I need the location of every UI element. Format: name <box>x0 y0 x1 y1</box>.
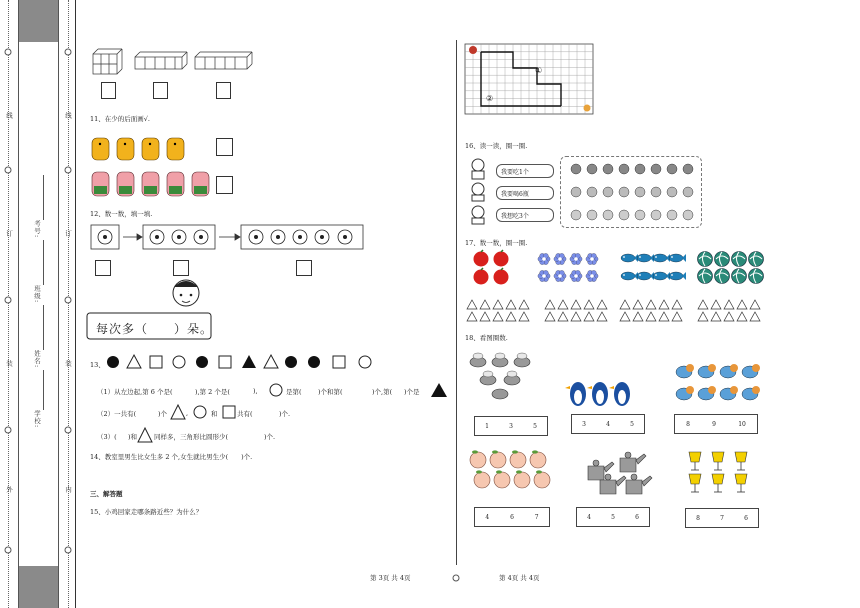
q18-bees-option-2[interactable]: 3 <box>509 422 513 430</box>
q13-line1-b: ),第 2 个是( <box>195 388 230 396</box>
binding-label-inner-2: 订 <box>64 230 72 238</box>
footer-center-circle-icon <box>452 574 460 582</box>
question-14: 14、教室里男生比女生多 2 个,女生就比男生少( )个. <box>90 453 253 461</box>
q18-answer-box-bees[interactable] <box>474 416 548 436</box>
triangle-outline-icon <box>171 405 185 419</box>
question-13-label: 13、 <box>90 361 105 369</box>
q13-line1-d: 是第( <box>286 388 302 396</box>
binding-label-outer-2: 订 <box>5 230 13 238</box>
ball-group-icon <box>696 250 766 286</box>
fish-group-icon <box>620 250 690 286</box>
field-exam-number: 考号: <box>33 220 41 239</box>
shape-sequence <box>104 353 394 373</box>
blue-flower-group-icon <box>536 250 606 286</box>
answer-box-cube-3[interactable] <box>216 82 231 99</box>
q18-answer-box-birds[interactable] <box>674 414 758 434</box>
binding-label-inner-1: 线 <box>64 112 72 120</box>
question-18: 18、看图圈数. <box>465 334 508 342</box>
binding-label-outer-1: 线 <box>5 112 13 120</box>
q16-food-icons <box>560 156 700 226</box>
answer-box-cube-2[interactable] <box>153 82 168 99</box>
section-3-heading: 三、解答题 <box>90 490 123 498</box>
answer-box-tigers[interactable] <box>216 138 233 156</box>
black-triangle-icon <box>431 383 447 397</box>
q18-bees-option-3[interactable]: 5 <box>533 422 537 430</box>
apple-group-icon <box>472 250 512 286</box>
cube-stacks <box>90 48 260 78</box>
q18-birds-option-3[interactable]: 10 <box>738 420 746 428</box>
q18-penguins-option-3[interactable]: 5 <box>630 420 634 428</box>
q18-goblets-option-1[interactable]: 8 <box>696 514 700 522</box>
q13-line1-e: )个和第( <box>318 388 343 396</box>
q18-teapots-option-2[interactable]: 5 <box>611 513 615 521</box>
binding-label-outer-3: 装 <box>5 360 13 368</box>
triangle-outline-icon-2 <box>138 428 152 442</box>
q18-answer-box-teapots[interactable] <box>576 507 650 527</box>
q13-line3-b: )和 <box>128 433 138 441</box>
question-15: 15、小鸡回家走哪条路近些？为什么？ <box>90 508 203 516</box>
q13-line3-c: 同样多，三角形比圆形少( <box>154 433 229 441</box>
q13-line2-d: 和 <box>211 410 218 418</box>
circle-outline-icon-2 <box>193 405 207 419</box>
q16-bubble-text-3: 我想吃3个 <box>501 213 529 220</box>
maze-grid <box>465 44 595 116</box>
question-17: 17、数一数，圈一圈. <box>465 239 528 247</box>
q13-line1-f: )个,第( <box>372 388 393 396</box>
field-class: 班级: <box>33 285 41 304</box>
q13-line3-a: （3）( <box>97 433 117 441</box>
pig-row-icon <box>90 169 210 199</box>
column-divider <box>456 40 457 565</box>
footer-page-left: 第 3页 共 4页 <box>370 574 411 582</box>
q18-birds-option-1[interactable]: 8 <box>686 420 690 428</box>
answer-box-flower-2[interactable] <box>173 260 189 276</box>
q18-teapots-option-1[interactable]: 4 <box>587 513 591 521</box>
q13-line2-a: （2）一共有( <box>97 410 137 418</box>
answer-box-cube-1[interactable] <box>101 82 116 99</box>
bee-group-icon <box>466 350 546 400</box>
answer-box-flower-1[interactable] <box>95 260 111 276</box>
q13-line2-f: )个. <box>279 410 291 418</box>
field-school: 学校: <box>33 410 41 429</box>
binding-label-outer-4: 外 <box>5 486 13 494</box>
binding-strip <box>0 0 76 608</box>
q16-children-icons <box>466 156 496 226</box>
q13-line1-g: )个是 <box>404 388 420 396</box>
field-name: 姓名: <box>33 350 41 369</box>
q13-line1-c: ), <box>253 387 258 395</box>
question-16: 16、读一读，圈一圈. <box>465 142 528 150</box>
flower-sequence <box>90 223 370 253</box>
q13-line1-a: （1）从左边起,第 6 个是( <box>97 388 173 396</box>
binding-label-inner-3: 装 <box>64 360 72 368</box>
square-outline-icon <box>222 405 236 419</box>
q18-peaches-option-3[interactable]: 7 <box>534 513 539 521</box>
goblet-group-icon <box>686 448 756 496</box>
question-12: 12、数一数，填一填. <box>90 210 153 218</box>
q18-peaches-option-1[interactable]: 4 <box>485 513 490 521</box>
peach-group-icon <box>468 448 558 496</box>
question-11: 11、在少的后面画√. <box>90 115 150 123</box>
footer-page-right: 第 4页 共 4页 <box>499 574 540 582</box>
teapot-group-icon <box>578 446 658 496</box>
q13-line3-d: )个. <box>264 433 276 441</box>
q18-teapots-option-3[interactable]: 6 <box>635 513 639 521</box>
q13-line2-b: )个 <box>158 410 168 418</box>
circle-outline-icon <box>269 383 283 397</box>
answer-box-flower-3[interactable] <box>296 260 312 276</box>
maze-label-2: ② <box>486 94 494 103</box>
q18-birds-option-2[interactable]: 9 <box>712 420 716 428</box>
q18-penguins-option-1[interactable]: 3 <box>582 420 586 428</box>
answer-box-pigs[interactable] <box>216 176 233 194</box>
q18-goblets-option-2[interactable]: 7 <box>720 514 724 522</box>
q18-goblets-option-3[interactable]: 6 <box>744 514 748 522</box>
binding-label-inner-4: 内 <box>64 486 72 494</box>
q18-bees-option-1[interactable]: 1 <box>485 422 489 430</box>
tiger-row-icon <box>90 133 210 163</box>
triangle-rows <box>463 298 843 324</box>
speech-bubble-text: 每次多（ ）朵。 <box>96 322 214 336</box>
q13-line2-c: , <box>186 409 189 417</box>
q18-answer-box-goblets[interactable] <box>685 508 759 528</box>
q18-answer-box-peaches[interactable] <box>474 507 550 527</box>
q16-bubble-text-2: 我要喝6瓶 <box>501 191 529 198</box>
q16-bubble-text-1: 我要吃1个 <box>501 169 529 176</box>
q18-peaches-option-2[interactable]: 6 <box>510 513 514 521</box>
q13-line2-e: 共有( <box>237 410 253 418</box>
q18-penguins-option-2[interactable]: 4 <box>606 420 610 428</box>
bird-group-icon <box>672 362 762 410</box>
q18-answer-box-penguins[interactable] <box>571 414 645 434</box>
penguin-group-icon <box>568 378 638 410</box>
binding-circles <box>0 0 76 608</box>
maze-label-1: ① <box>535 66 543 75</box>
